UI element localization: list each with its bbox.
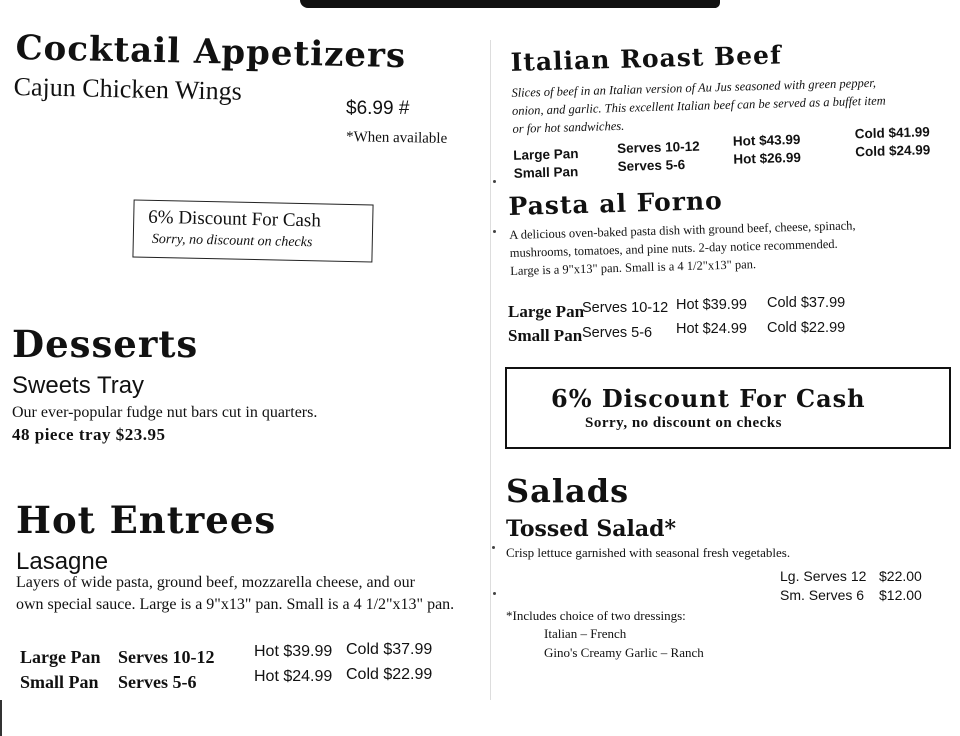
lasagne-large-serves: Serves 10-12: [118, 647, 215, 667]
cash-discount-box-small: [132, 199, 373, 262]
tossed-salad-description: Crisp lettuce garnished with seasonal fresh vegetables.: [506, 545, 791, 560]
pasta-small-serves: Serves 5-6: [582, 325, 653, 341]
scan-speck: [493, 592, 496, 595]
salad-small-serves: Sm. Serves 6: [780, 587, 865, 603]
when-available-note: *When available: [345, 129, 448, 147]
roast-beef-large-serves: Serves 10-12: [616, 138, 700, 156]
pasta-heading: Pasta al Forno: [508, 186, 724, 221]
lasagne-description-line2: own special sauce. Large is a 9"x13" pan. Small is a 4 1/2"x13" pan.: [16, 596, 455, 613]
discount-subtitle-large: Sorry, no discount on checks: [585, 415, 782, 431]
lasagne-large-hot: Hot $39.99: [254, 643, 333, 660]
roast-beef-description-line1: Slices of beef in an Italian version of Au Jus seasoned with green pepper,: [511, 75, 877, 100]
roast-beef-heading: Italian Roast Beef: [510, 40, 783, 77]
pasta-description-line1: A delicious oven-baked pasta dish with ground beef, cheese, spinach,: [509, 218, 856, 242]
lasagne-item: Lasagne: [16, 548, 109, 575]
salads-heading: Salads: [506, 472, 630, 510]
hot-entrees-heading: Hot Entrees: [16, 498, 277, 542]
salad-large-serves: Lg. Serves 12: [780, 568, 867, 584]
scan-speck: [492, 546, 495, 549]
pasta-small-size: Small Pan: [508, 326, 583, 345]
scan-edge: [300, 0, 720, 8]
dressings-line2: Gino's Creamy Garlic – Ranch: [544, 645, 704, 660]
lasagne-small-serves: Serves 5-6: [118, 672, 197, 692]
discount-title-small: 6% Discount For Cash: [148, 206, 322, 232]
scan-edge-left: [0, 700, 2, 736]
cajun-wings-price: $6.99 #: [346, 98, 410, 119]
pasta-large-serves: Serves 10-12: [582, 300, 669, 316]
discount-subtitle-small: Sorry, no discount on checks: [151, 231, 313, 251]
lasagne-small-cold: Cold $22.99: [346, 666, 433, 683]
roast-beef-large-cold: Cold $41.99: [854, 124, 930, 142]
lasagne-description-line1: Layers of wide pasta, ground beef, mozzarella cheese, and our: [16, 574, 415, 591]
pasta-description-line3: Large is a 9"x13" pan. Small is a 4 1/2"x13" pan.: [510, 257, 757, 278]
roast-beef-description-line3: or for hot sandwiches.: [512, 118, 625, 136]
lasagne-small-size: Small Pan: [20, 672, 99, 692]
sweets-tray-description: Our ever-popular fudge nut bars cut in quarters.: [12, 404, 318, 421]
roast-beef-large-size: Large Pan: [513, 146, 579, 163]
sweets-tray-item: Sweets Tray: [12, 372, 145, 399]
dressings-note: *Includes choice of two dressings:: [506, 608, 686, 623]
discount-title-large: 6% Discount For Cash: [551, 384, 866, 413]
roast-beef-small-hot: Hot $26.99: [733, 149, 802, 167]
roast-beef-small-size: Small Pan: [513, 164, 579, 181]
cocktail-appetizers-heading: Cocktail Appetizers: [15, 28, 407, 77]
desserts-heading: Desserts: [12, 322, 199, 366]
tossed-salad-item: Tossed Salad*: [506, 516, 676, 542]
roast-beef-section: [508, 27, 960, 180]
scan-speck: [493, 180, 496, 183]
pasta-small-cold: Cold $22.99: [767, 320, 846, 336]
roast-beef-large-hot: Hot $43.99: [732, 131, 801, 149]
scan-speck: [493, 230, 496, 233]
pasta-description-line2: mushrooms, tomatoes, and pine nuts. 2-day notice recommended.: [509, 236, 838, 260]
pasta-small-hot: Hot $24.99: [676, 321, 747, 337]
dressings-line1: Italian – French: [544, 626, 627, 641]
lasagne-large-cold: Cold $37.99: [346, 641, 433, 658]
pasta-large-hot: Hot $39.99: [676, 297, 747, 313]
page-fold: [490, 40, 491, 700]
roast-beef-small-serves: Serves 5-6: [617, 157, 686, 174]
pasta-large-cold: Cold $37.99: [767, 295, 846, 311]
cajun-wings-item: Cajun Chicken Wings: [13, 72, 243, 106]
cash-discount-box-large: [505, 367, 951, 449]
salad-small-price: $12.00: [879, 587, 922, 603]
roast-beef-small-cold: Cold $24.99: [855, 142, 931, 160]
pasta-large-size: Large Pan: [508, 302, 585, 321]
lasagne-large-size: Large Pan: [20, 647, 101, 667]
pasta-section: [508, 178, 950, 280]
salad-large-price: $22.00: [879, 568, 922, 584]
lasagne-small-hot: Hot $24.99: [254, 668, 333, 685]
roast-beef-description-line2: onion, and garlic. This excellent Italian beef can be served as a buffet item: [511, 93, 886, 118]
sweets-tray-price: 48 piece tray $23.95: [12, 425, 166, 444]
